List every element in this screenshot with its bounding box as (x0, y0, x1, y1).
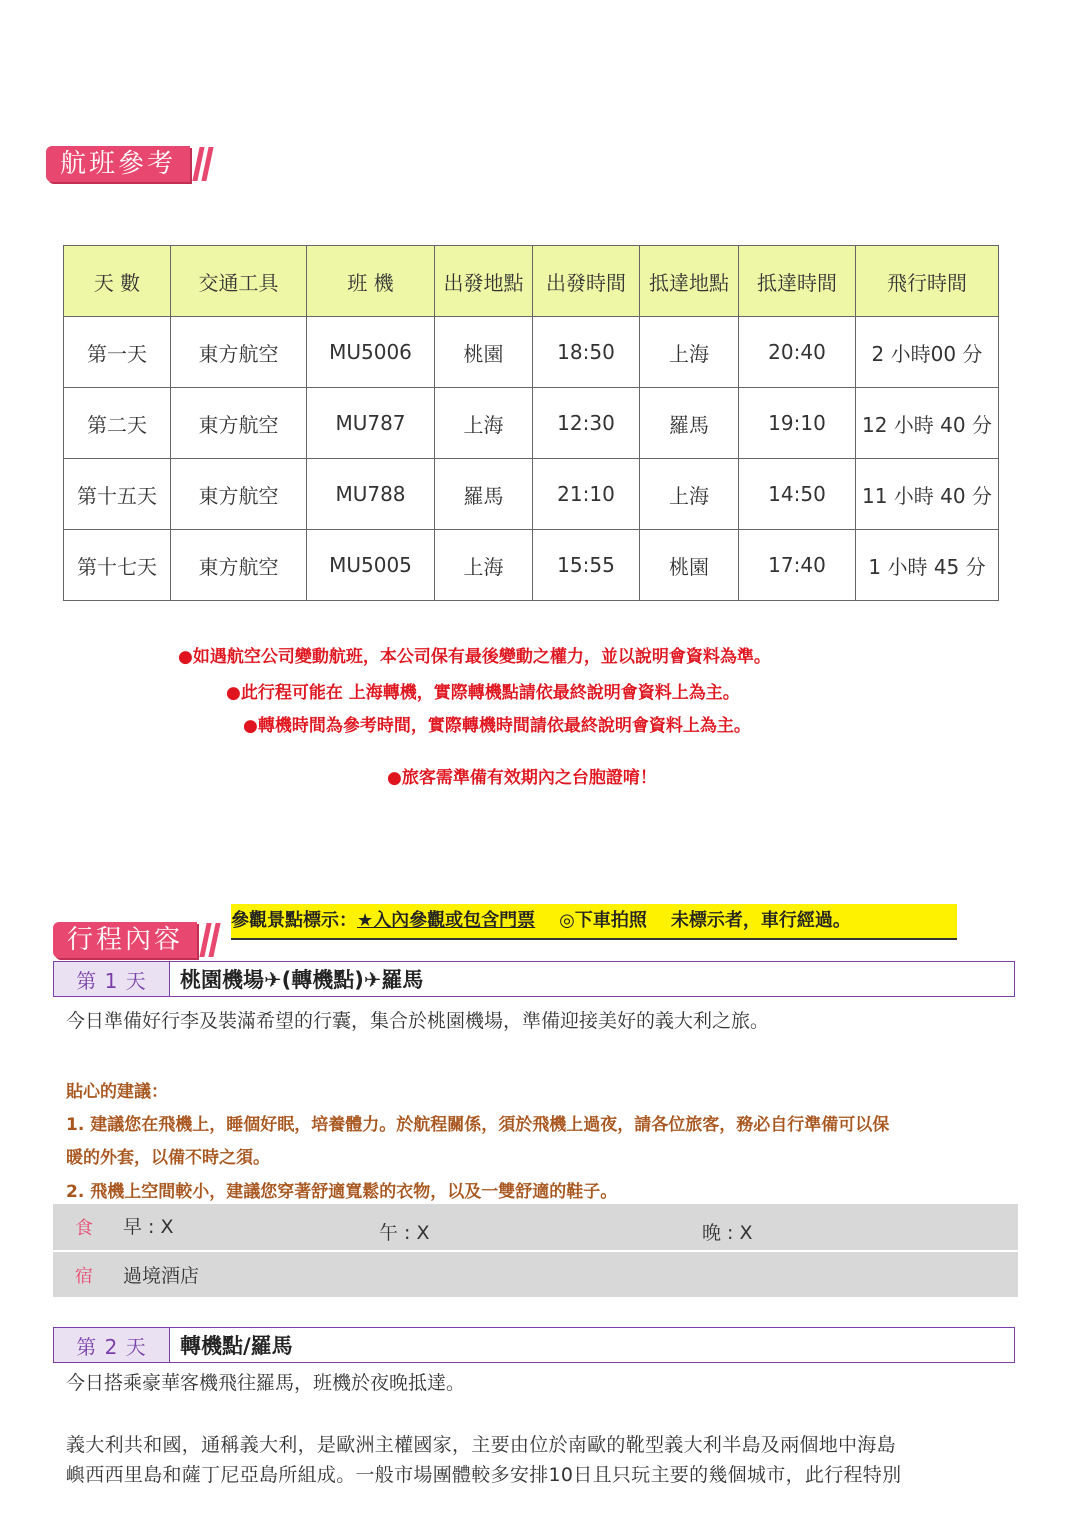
hotel-row (53, 1252, 1018, 1297)
dinner: 晚 : X (702, 1222, 753, 1244)
table-cell: 19:10 (739, 388, 856, 459)
table-cell: 上海 (640, 317, 739, 388)
table-cell: MU787 (307, 388, 435, 459)
legend-photo: ◎下車拍照 (559, 910, 647, 931)
table-cell: 上海 (640, 459, 739, 530)
note-line: ●旅客需準備有效期內之台胞證唷！ (387, 768, 657, 788)
table-cell: 11 小時 40 分 (856, 459, 999, 530)
table-cell: 第二天 (64, 388, 171, 459)
table-cell: 2 小時00 分 (856, 317, 999, 388)
lunch: 午 : X (379, 1222, 430, 1244)
tip-line: 暖的外套，以備不時之須。 (66, 1148, 270, 1168)
table-cell: 第一天 (64, 317, 171, 388)
day1-title: 桃園機場✈(轉機點)✈羅馬 (180, 968, 424, 992)
table-cell: 羅馬 (640, 388, 739, 459)
table-cell: 東方航空 (171, 317, 307, 388)
table-cell: MU5005 (307, 530, 435, 601)
day2-header (53, 1327, 1015, 1363)
day2-number: 第 2 天 (54, 1328, 170, 1362)
day1-number: 第 1 天 (54, 962, 170, 996)
header-cell: 抵達時間 (739, 246, 856, 317)
note-line: ●此行程可能在 上海轉機，實際轉機點請依最終說明會資料上為主。 (226, 683, 740, 703)
day2-description: 今日搭乘豪華客機飛往羅馬，班機於夜晚抵達。 (66, 1372, 466, 1394)
table-row (64, 388, 999, 459)
table-cell: 17:40 (739, 530, 856, 601)
legend-enter: ★入內參觀或包含門票 (357, 910, 536, 931)
table-cell: 12:30 (533, 388, 640, 459)
table-row (64, 530, 999, 601)
flight-section-title: 航班參考 (46, 146, 190, 182)
sightseeing-legend (231, 904, 957, 940)
header-cell: 交通工具 (171, 246, 307, 317)
table-cell: 第十七天 (64, 530, 171, 601)
header-cell: 天 數 (64, 246, 171, 317)
legend-rest: 未標示者，車行經過。 (670, 910, 851, 931)
meal-label: 食 (75, 1218, 93, 1239)
header-cell: 出發地點 (435, 246, 533, 317)
tag-bars-decoration (203, 923, 221, 957)
tip-line: 1. 建議您在飛機上，睡個好眠，培養體力。於航程關係，須於飛機上過夜，請各位旅客，務必自行準備可以保 (66, 1115, 890, 1135)
table-cell: 21:10 (533, 459, 640, 530)
table-cell: MU788 (307, 459, 435, 530)
table-cell: 12 小時 40 分 (856, 388, 999, 459)
meal-row (53, 1204, 1018, 1250)
table-cell: 上海 (435, 530, 533, 601)
day1-header (53, 961, 1015, 997)
day2-body-line: 義大利共和國，通稱義大利，是歐洲主權國家，主要由位於南歐的靴型義大利半島及兩個地中海島 (66, 1434, 896, 1456)
note-line: ●轉機時間為參考時間，實際轉機時間請依最終說明會資料上為主。 (243, 716, 751, 736)
table-cell: 東方航空 (171, 388, 307, 459)
note-line: ●如遇航空公司變動航班，本公司保有最後變動之權力，並以說明會資料為準。 (178, 647, 771, 667)
table-cell: 第十五天 (64, 459, 171, 530)
itinerary-section-title: 行程內容 (53, 922, 197, 958)
table-cell: 15:55 (533, 530, 640, 601)
breakfast: 早 : X (123, 1216, 174, 1238)
itinerary-section-tag (53, 922, 221, 958)
tips-title: 貼心的建議： (66, 1082, 168, 1102)
day1-description: 今日準備好行李及裝滿希望的行囊，集合於桃園機場，準備迎接美好的義大利之旅。 (66, 1010, 770, 1032)
table-cell: 東方航空 (171, 459, 307, 530)
table-cell: 桃園 (640, 530, 739, 601)
tip-line: 2. 飛機上空間較小，建議您穿著舒適寬鬆的衣物，以及一雙舒適的鞋子。 (66, 1182, 618, 1202)
table-row (64, 459, 999, 530)
table-cell: 1 小時 45 分 (856, 530, 999, 601)
tag-bars-decoration (196, 147, 214, 181)
table-cell: 20:40 (739, 317, 856, 388)
table-row (64, 317, 999, 388)
table-cell: 羅馬 (435, 459, 533, 530)
day2-title: 轉機點/羅馬 (180, 1334, 293, 1358)
header-cell: 抵達地點 (640, 246, 739, 317)
flight-table (63, 245, 999, 601)
header-cell: 出發時間 (533, 246, 640, 317)
legend-prefix: 參觀景點標示： (231, 910, 357, 931)
hotel-label: 宿 (75, 1266, 93, 1287)
table-cell: 東方航空 (171, 530, 307, 601)
day2-body-line: 嶼西西里島和薩丁尼亞島所組成。一般市場團體較多安排10日且只玩主要的幾個城市，此行程特別 (66, 1464, 902, 1486)
flight-section-tag (46, 146, 214, 182)
header-cell: 班 機 (307, 246, 435, 317)
table-cell: 桃園 (435, 317, 533, 388)
table-cell: 14:50 (739, 459, 856, 530)
table-cell: 18:50 (533, 317, 640, 388)
header-cell: 飛行時間 (856, 246, 999, 317)
hotel-name: 過境酒店 (123, 1265, 200, 1287)
table-cell: 上海 (435, 388, 533, 459)
table-cell: MU5006 (307, 317, 435, 388)
table-header-row (64, 246, 999, 317)
